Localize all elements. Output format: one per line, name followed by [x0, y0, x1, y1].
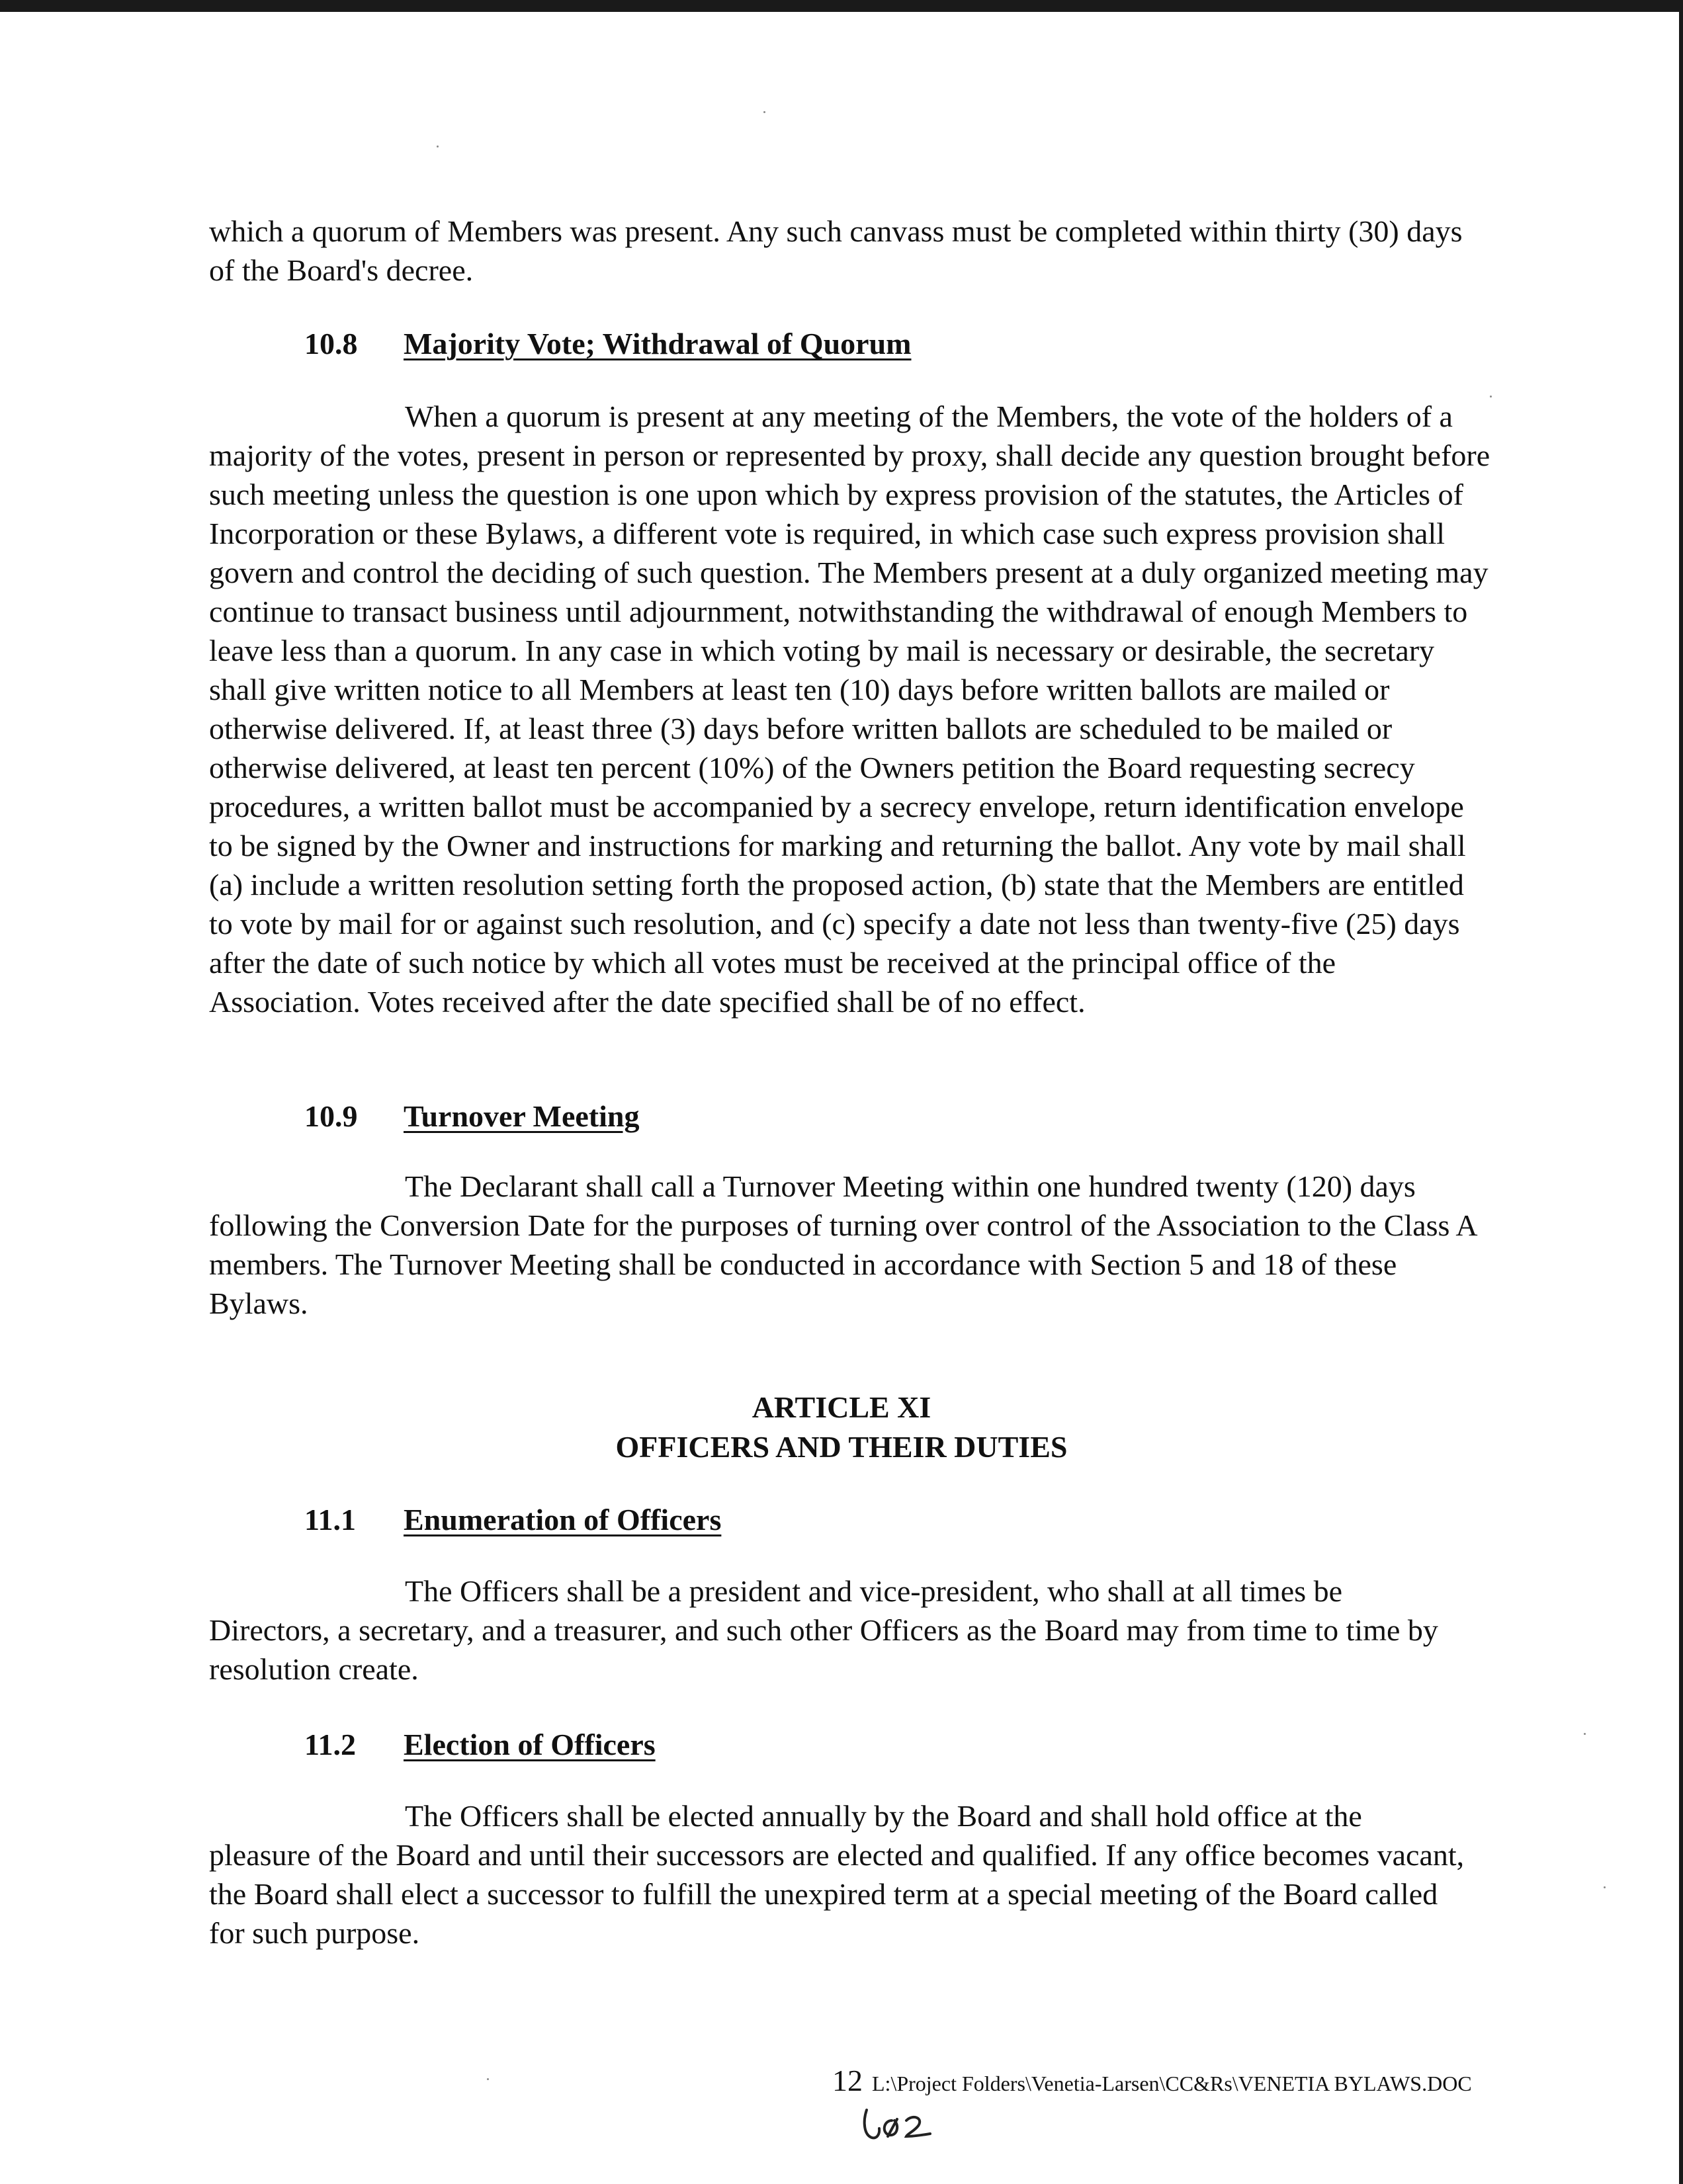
section-number: 10.9	[304, 1099, 358, 1133]
scan-speck	[1584, 1733, 1586, 1735]
section-body-11-1: The Officers shall be a president and vice-president, who shall at all times be Directors, a secretary, and a treasurer, and such other Officers as the Board may from time to time by resolution create.	[209, 1574, 1438, 1686]
section-body-10-8: When a quorum is present at any meeting of the Members, the vote of the holders of a majority of the votes, present in person or represented by proxy, shall decide any question brought before such meeting unless the question is one upon which by express provision of the statutes, the Articles of Incorporation or these Bylaws, a different vote is required, in which case such express provision shall govern and control the deciding of such question. The Members present at a duly organized meeting may continue to transact business until adjournment, notwithstanding the withdrawal of enough Members to leave less than a quorum. In any case in which voting by mail is necessary or desirable, the secretary shall give written notice to all Members at least ten (10) days before written ballots are mailed or otherwise delivered. If, at least three (3) days before written ballots are scheduled to be mailed or otherwise delivered, at least ten percent (10%) of the Owners petition the Board requesting secrecy procedures, a written ballot must be accompanied by a secrecy envelope, return identification envelope to be signed by the Owner and instructions for marking and returning the ballot. Any vote by mail shall (a) include a written resolution setting forth the proposed action, (b) state that the Members are entitled to vote by mail for or against such resolution, and (c) specify a date not less than twenty-five (25) days after the date of such notice by which all votes must be received at the principal office of the Association. Votes received after the date specified shall be of no effect.	[209, 399, 1490, 1019]
page-footer	[832, 2065, 1472, 2099]
section-title: Election of Officers	[404, 1728, 656, 1761]
article-label: ARTICLE XI	[752, 1390, 931, 1424]
section-title: Turnover Meeting	[404, 1099, 640, 1133]
scan-speck	[1604, 1886, 1606, 1888]
section-body-11-2: The Officers shall be elected annually by the Board and shall hold office at the pleasure of the Board and until their successors are elected and qualified. If any office becomes vacant, the Board shall elect a successor to fulfill the unexpired term at a special meeting of the Board called for such purpose.	[209, 1799, 1465, 1950]
file-path: L:\Project Folders\Venetia-Larsen\CC&Rs\VENETIA BYLAWS.DOC	[872, 2072, 1472, 2095]
section-number: 10.8	[304, 327, 358, 360]
scan-speck	[763, 111, 765, 113]
section-number: 11.2	[304, 1728, 356, 1761]
scan-border-right	[1679, 0, 1683, 2184]
page-number: 12	[832, 2064, 863, 2097]
section-title: Enumeration of Officers	[404, 1503, 722, 1536]
section-heading-10-8	[304, 324, 912, 363]
article-title: OFFICERS AND THEIR DUTIES	[615, 1430, 1068, 1464]
section-heading-11-1	[304, 1500, 721, 1539]
continuation-paragraph: which a quorum of Members was present. Any such canvass must be completed within thirty (30) days of the Board's decree.	[209, 214, 1463, 287]
section-title: Majority Vote; Withdrawal of Quorum	[404, 327, 912, 360]
section-heading-11-2	[304, 1725, 656, 1764]
section-heading-10-9	[304, 1097, 639, 1136]
scan-border-top	[0, 0, 1683, 12]
scan-speck	[487, 2078, 489, 2080]
section-number: 11.1	[304, 1503, 356, 1536]
section-body-10-9: The Declarant shall call a Turnover Meeting within one hundred twenty (120) days following the Conversion Date for the purposes of turning over control of the Association to the Class A members. The Turnover Meeting shall be conducted in accordance with Section 5 and 18 of these Bylaws.	[209, 1169, 1477, 1320]
scan-speck	[437, 146, 439, 147]
handwritten-mark-icon	[857, 2103, 937, 2143]
